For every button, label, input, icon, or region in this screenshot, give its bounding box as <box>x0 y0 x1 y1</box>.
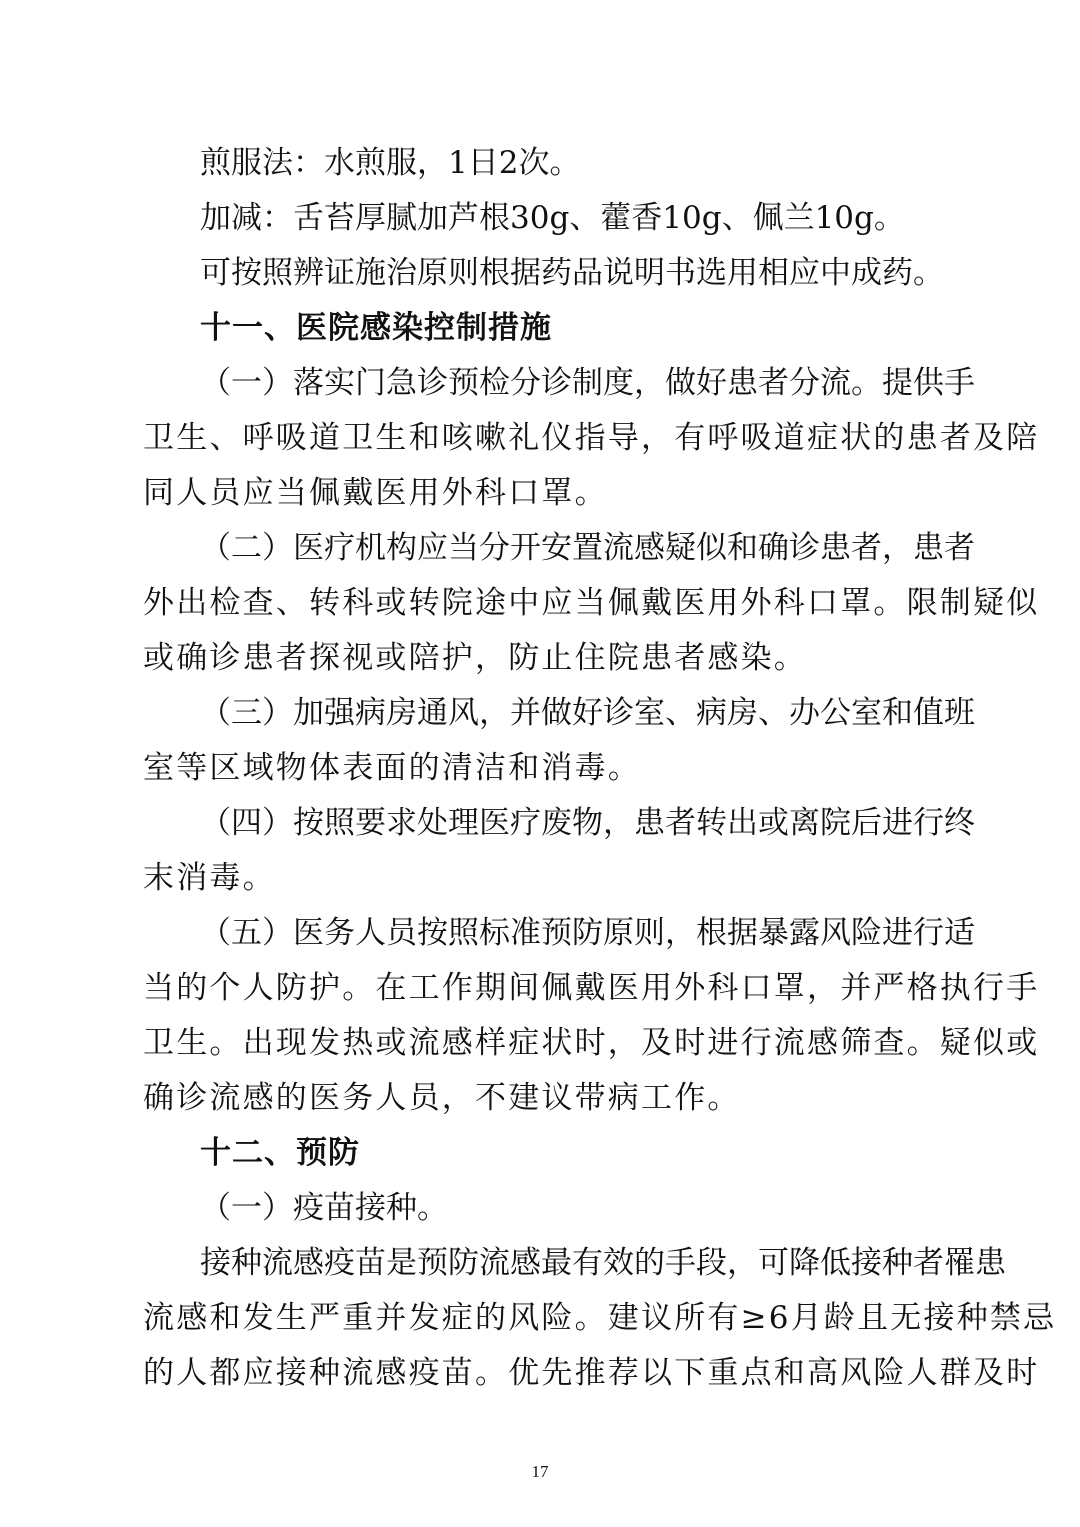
text-line: 的人都应接种流感疫苗。优先推荐以下重点和高风险人群及时 <box>143 1355 1040 1391</box>
text-line: 同人员应当佩戴医用外科口罩。 <box>143 475 608 511</box>
text-line: （二）医疗机构应当分开安置流感疑似和确诊患者，患者 <box>200 530 975 566</box>
text-line: （一）落实门急诊预检分诊制度，做好患者分流。提供手 <box>200 365 975 401</box>
section-heading: 十一、医院感染控制措施 <box>200 310 552 346</box>
text-line: 确诊流感的医务人员，不建议带病工作。 <box>143 1080 741 1116</box>
text-line: 卫生。出现发热或流感样症状时，及时进行流感筛查。疑似或 <box>143 1025 1040 1061</box>
text-line: 末消毒。 <box>143 860 276 896</box>
text-line: （五）医务人员按照标准预防原则，根据暴露风险进行适 <box>200 915 975 951</box>
text-line: 卫生、呼吸道卫生和咳嗽礼仪指导，有呼吸道症状的患者及陪 <box>143 420 1040 456</box>
text-line: （四）按照要求处理医疗废物，患者转出或离院后进行终 <box>200 805 975 841</box>
text-line: 外出检查、转科或转院途中应当佩戴医用外科口罩。限制疑似 <box>143 585 1040 621</box>
text-line: 或确诊患者探视或陪护，防止住院患者感染。 <box>143 640 807 676</box>
text-line: 流感和发生严重并发症的风险。建议所有≥6月龄且无接种禁忌 <box>143 1300 1057 1336</box>
text-line: （三）加强病房通风，并做好诊室、病房、办公室和值班 <box>200 695 975 731</box>
page-number: 17 <box>531 1462 549 1481</box>
text-line: 室等区域物体表面的清洁和消毒。 <box>143 750 641 786</box>
text-line: 当的个人防护。在工作期间佩戴医用外科口罩，并严格执行手 <box>143 970 1040 1006</box>
text-line: 加减：舌苔厚腻加芦根30g、藿香10g、佩兰10g。 <box>200 200 905 236</box>
text-line: 煎服法：水煎服，1日2次。 <box>200 145 581 181</box>
section-heading: 十二、预防 <box>200 1135 360 1171</box>
text-line: 接种流感疫苗是预防流感最有效的手段，可降低接种者罹患 <box>200 1245 1006 1281</box>
subsection-heading: （一）疫苗接种。 <box>200 1190 448 1226</box>
text-line: 可按照辨证施治原则根据药品说明书选用相应中成药。 <box>200 255 944 291</box>
